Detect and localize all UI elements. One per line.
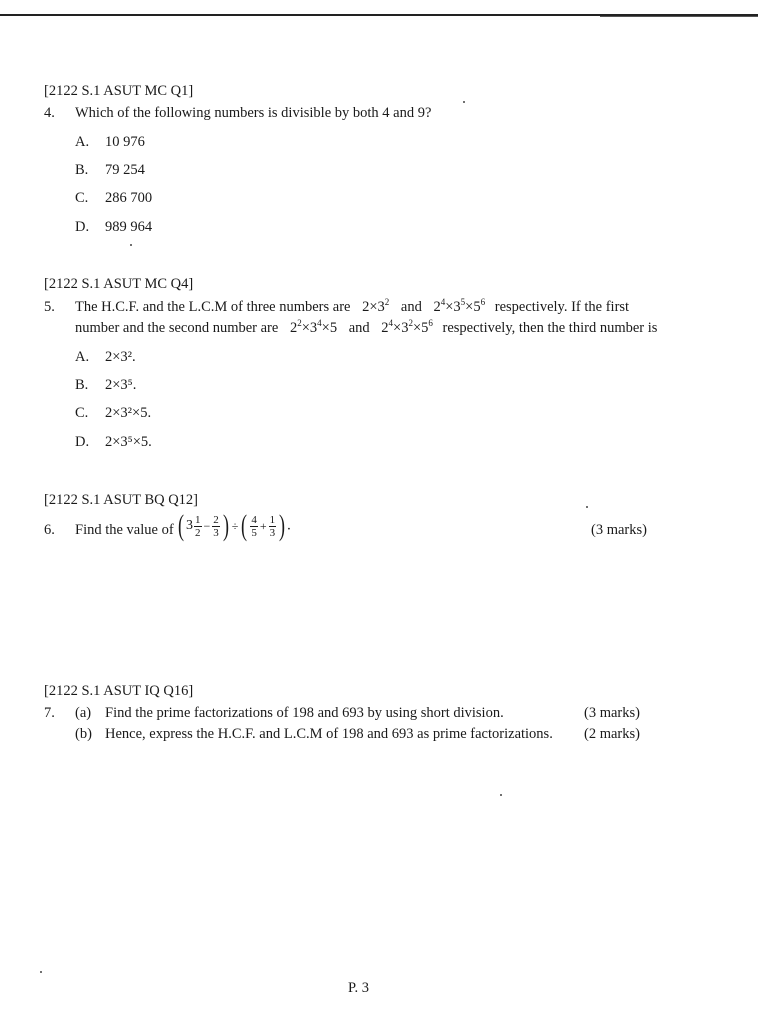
q6-expression: ( 3 $\frac{1}{2}$ − $\frac{2}{3}$ ) ÷ ( $\frac{4}{5}$ + $\frac{1}{3}$ ) .: [178, 509, 291, 542]
first-number-expression: $2^2\times 3^4\times 5$: [289, 318, 338, 336]
q5-option-d[interactable]: [75, 434, 152, 451]
q5-option-a[interactable]: [75, 349, 136, 366]
option-text: 2×3⁵.: [105, 377, 137, 393]
q5-line2-text-b: respectively, then the third number is: [442, 320, 658, 336]
top-rule-secondary: [600, 16, 758, 17]
q5-line2-text-a: number and the second number are: [75, 320, 279, 336]
scan-speck: [40, 971, 42, 973]
option-text: 2×3²×5.: [105, 405, 152, 421]
scan-speck: [500, 794, 502, 796]
option-letter: A.: [75, 134, 90, 150]
q5-option-c[interactable]: [75, 405, 151, 422]
q7-number: 7.: [44, 705, 55, 721]
q5-option-b[interactable]: [75, 377, 136, 394]
option-letter: B.: [75, 162, 89, 178]
option-letter: C.: [75, 405, 89, 421]
q4-option-b[interactable]: [75, 162, 145, 179]
lcm-expression: $2^4\times 3^5\times 5^6$: [433, 297, 486, 315]
q7-part-a-label: (a): [75, 705, 92, 721]
option-letter: C.: [75, 190, 89, 206]
q4-number: 4.: [44, 105, 55, 121]
q6-stem: Find the value of: [75, 522, 174, 538]
q5-line1-text-a: The H.C.F. and the L.C.M of three numbers are: [75, 299, 351, 315]
q5-line1: [75, 299, 629, 316]
scan-speck: [586, 506, 588, 508]
page-number: P. 3: [348, 980, 369, 996]
q7-part-a-text: Find the prime factorizations of 198 and 693 by using short division.: [105, 705, 504, 721]
option-text: 2×3².: [105, 349, 136, 365]
option-letter: D.: [75, 219, 90, 235]
option-letter: D.: [75, 434, 90, 450]
q5-line2-and: and: [348, 320, 370, 336]
q7-source-tag: [2122 S.1 ASUT IQ Q16]: [44, 683, 194, 699]
q4-source-tag: [2122 S.1 ASUT MC Q1]: [44, 83, 194, 99]
option-text: 2×3⁵×5.: [105, 434, 152, 450]
q5-source-tag: [2122 S.1 ASUT MC Q4]: [44, 276, 194, 292]
q7-part-a-marks: (3 marks): [584, 705, 640, 721]
q5-line2: [75, 320, 657, 337]
q7-part-b-marks: (2 marks): [584, 726, 640, 742]
scan-speck: [463, 101, 465, 103]
q4-option-c[interactable]: [75, 190, 152, 207]
q5-number: 5.: [44, 299, 55, 315]
q5-line1-and: and: [400, 299, 422, 315]
q4-stem: Which of the following numbers is divisible by both 4 and 9?: [75, 105, 432, 121]
scan-speck: [130, 244, 132, 246]
option-text: 10 976: [105, 134, 145, 150]
q6-source-tag: [2122 S.1 ASUT BQ Q12]: [44, 492, 199, 508]
option-text: 989 964: [105, 219, 153, 235]
q5-line1-text-b: respectively. If the first: [494, 299, 630, 315]
q7-part-b-text: Hence, express the H.C.F. and L.C.M of 198 and 693 as prime factorizations.: [105, 726, 553, 742]
option-letter: A.: [75, 349, 90, 365]
hcf-expression: $2\times 3^2$: [362, 297, 390, 315]
second-number-expression: $2^4\times 3^2\times 5^6$: [381, 318, 433, 336]
q7-part-b-label: (b): [75, 726, 92, 742]
option-text: 286 700: [105, 190, 153, 206]
q6-number: 6.: [44, 522, 55, 538]
option-text: 79 254: [105, 162, 145, 178]
option-letter: B.: [75, 377, 89, 393]
q4-option-d[interactable]: [75, 219, 152, 236]
q6-marks: (3 marks): [591, 522, 647, 538]
q4-option-a[interactable]: [75, 134, 145, 151]
